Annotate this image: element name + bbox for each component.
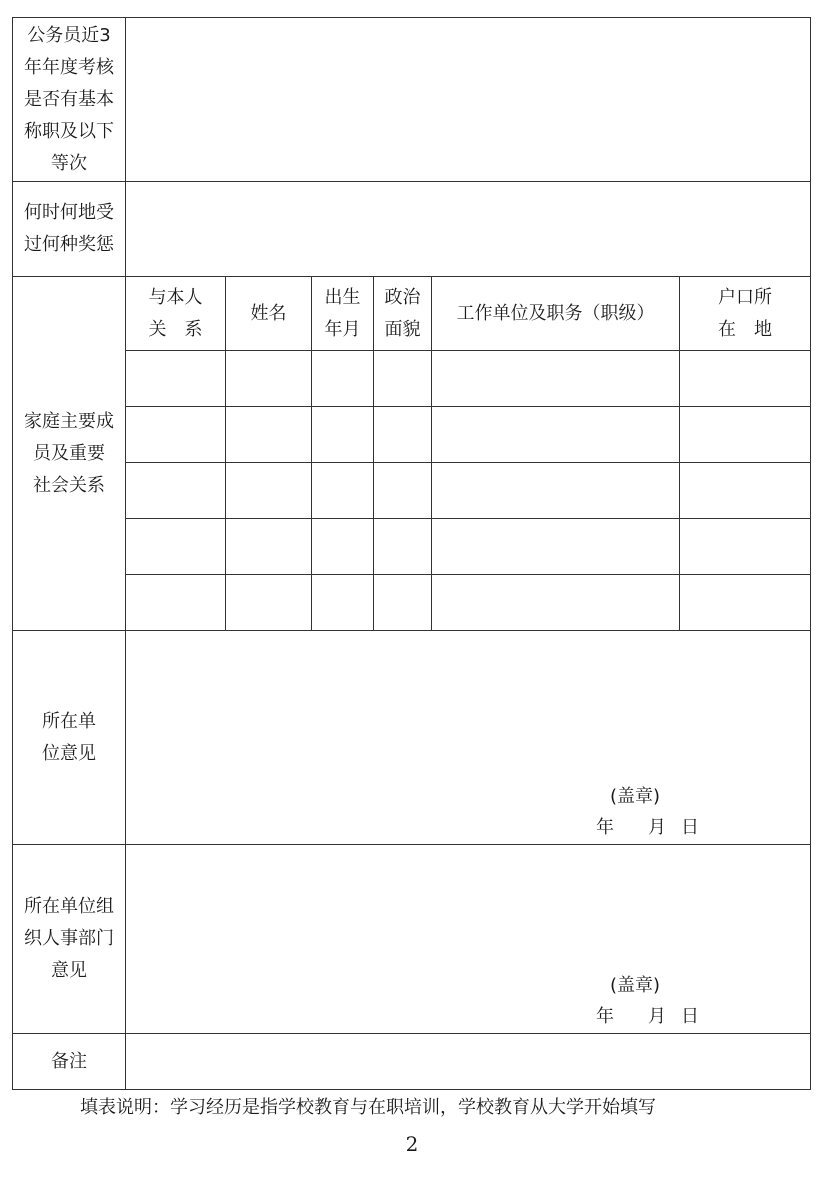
family-work-cell[interactable] (432, 351, 680, 407)
family-relation-cell[interactable] (126, 463, 226, 519)
family-label-line-1: 家庭主要成 (24, 410, 114, 432)
family-political-cell[interactable] (374, 407, 432, 463)
unit-opinion-label-line-1: 所在单 (42, 710, 96, 732)
evaluation-value-cell[interactable] (126, 18, 811, 182)
hr-opinion-month: 月 (648, 1006, 666, 1027)
family-work-cell[interactable] (432, 519, 680, 575)
awards-label (13, 182, 126, 277)
family-name-cell[interactable] (226, 463, 312, 519)
family-hukou-cell[interactable] (680, 463, 811, 519)
family-member-row (13, 575, 811, 631)
family-relation-cell[interactable] (126, 407, 226, 463)
hr-opinion-seal: (盖章) (610, 975, 661, 996)
registration-form-table (12, 17, 811, 1090)
family-member-row (13, 351, 811, 407)
unit-opinion-date (577, 818, 699, 838)
evaluation-row (13, 18, 811, 182)
family-political-cell[interactable] (374, 351, 432, 407)
hr-opinion-label-line-3: 意见 (51, 960, 87, 981)
col-hukou-header (680, 277, 811, 351)
family-member-row (13, 463, 811, 519)
hr-opinion-label-line-2: 织人事部门 (24, 928, 114, 949)
family-work-cell[interactable] (432, 463, 680, 519)
evaluation-label-line-4: 称职及以下 (24, 120, 114, 142)
hr-opinion-date (577, 1007, 699, 1027)
family-birth-cell[interactable] (312, 519, 374, 575)
family-hukou-cell[interactable] (680, 575, 811, 631)
remarks-label: 备注 (13, 1034, 126, 1090)
unit-opinion-seal: (盖章) (610, 786, 661, 807)
evaluation-label-line-3: 是否有基本 (24, 88, 114, 110)
hr-opinion-day: 日 (681, 1006, 699, 1027)
unit-opinion-year: 年 (596, 817, 614, 838)
col-political-line-1: 政治 (384, 286, 421, 308)
awards-label-line-2: 过何种奖惩 (24, 234, 114, 255)
family-work-cell[interactable] (432, 575, 680, 631)
form-footnote: 填表说明：学习经历是指学校教育与在职培训，学校教育从大学开始填写 (80, 1097, 656, 1118)
unit-opinion-row (13, 631, 811, 845)
awards-row (13, 182, 811, 277)
family-member-row (13, 407, 811, 463)
evaluation-label-line-5: 等次 (51, 152, 87, 174)
family-political-cell[interactable] (374, 519, 432, 575)
family-relation-cell[interactable] (126, 575, 226, 631)
family-label-line-2: 员及重要 (33, 442, 105, 464)
family-name-cell[interactable] (226, 519, 312, 575)
col-political-line-2: 面貌 (384, 318, 421, 340)
unit-opinion-day: 日 (681, 817, 699, 838)
family-header-row (13, 277, 811, 351)
col-political-header (374, 277, 432, 351)
awards-value-cell[interactable] (126, 182, 811, 277)
col-birth-line-2: 年月 (324, 318, 361, 340)
family-hukou-cell[interactable] (680, 407, 811, 463)
unit-opinion-label-line-2: 位意见 (42, 742, 96, 764)
family-birth-cell[interactable] (312, 575, 374, 631)
family-political-cell[interactable] (374, 575, 432, 631)
remarks-value-cell[interactable] (126, 1034, 811, 1090)
hr-opinion-label (13, 845, 126, 1034)
evaluation-label-line-2: 年年度考核 (24, 56, 114, 78)
family-political-cell[interactable] (374, 463, 432, 519)
hr-opinion-label-line-1: 所在单位组 (24, 896, 114, 917)
col-work-header: 工作单位及职务（职级） (432, 277, 680, 351)
family-label-line-3: 社会关系 (33, 474, 105, 496)
hr-opinion-value-cell[interactable] (126, 845, 811, 1034)
family-hukou-cell[interactable] (680, 351, 811, 407)
remarks-row (13, 1034, 811, 1090)
col-relation-header (126, 277, 226, 351)
col-hukou-line-1: 户口所 (718, 286, 773, 308)
family-member-row (13, 519, 811, 575)
family-relation-cell[interactable] (126, 351, 226, 407)
unit-opinion-month: 月 (648, 817, 666, 838)
family-name-cell[interactable] (226, 575, 312, 631)
unit-opinion-label (13, 631, 126, 845)
unit-opinion-value-cell[interactable] (126, 631, 811, 845)
hr-opinion-row (13, 845, 811, 1034)
family-label (13, 277, 126, 631)
family-work-cell[interactable] (432, 407, 680, 463)
family-birth-cell[interactable] (312, 463, 374, 519)
col-hukou-line-2: 在 地 (718, 318, 773, 340)
col-birth-line-1: 出生 (324, 286, 361, 308)
family-hukou-cell[interactable] (680, 519, 811, 575)
awards-label-line-1: 何时何地受 (24, 202, 114, 223)
evaluation-label (13, 18, 126, 182)
evaluation-label-line-1: 公务员近3 (27, 24, 111, 46)
col-name-header: 姓名 (226, 277, 312, 351)
col-birth-header (312, 277, 374, 351)
hr-opinion-year: 年 (596, 1006, 614, 1027)
family-birth-cell[interactable] (312, 407, 374, 463)
col-relation-line-1: 与本人 (148, 286, 203, 308)
family-name-cell[interactable] (226, 407, 312, 463)
family-birth-cell[interactable] (312, 351, 374, 407)
page-number: 2 (405, 1132, 419, 1156)
family-relation-cell[interactable] (126, 519, 226, 575)
col-relation-line-2: 关 系 (148, 318, 203, 340)
family-name-cell[interactable] (226, 351, 312, 407)
